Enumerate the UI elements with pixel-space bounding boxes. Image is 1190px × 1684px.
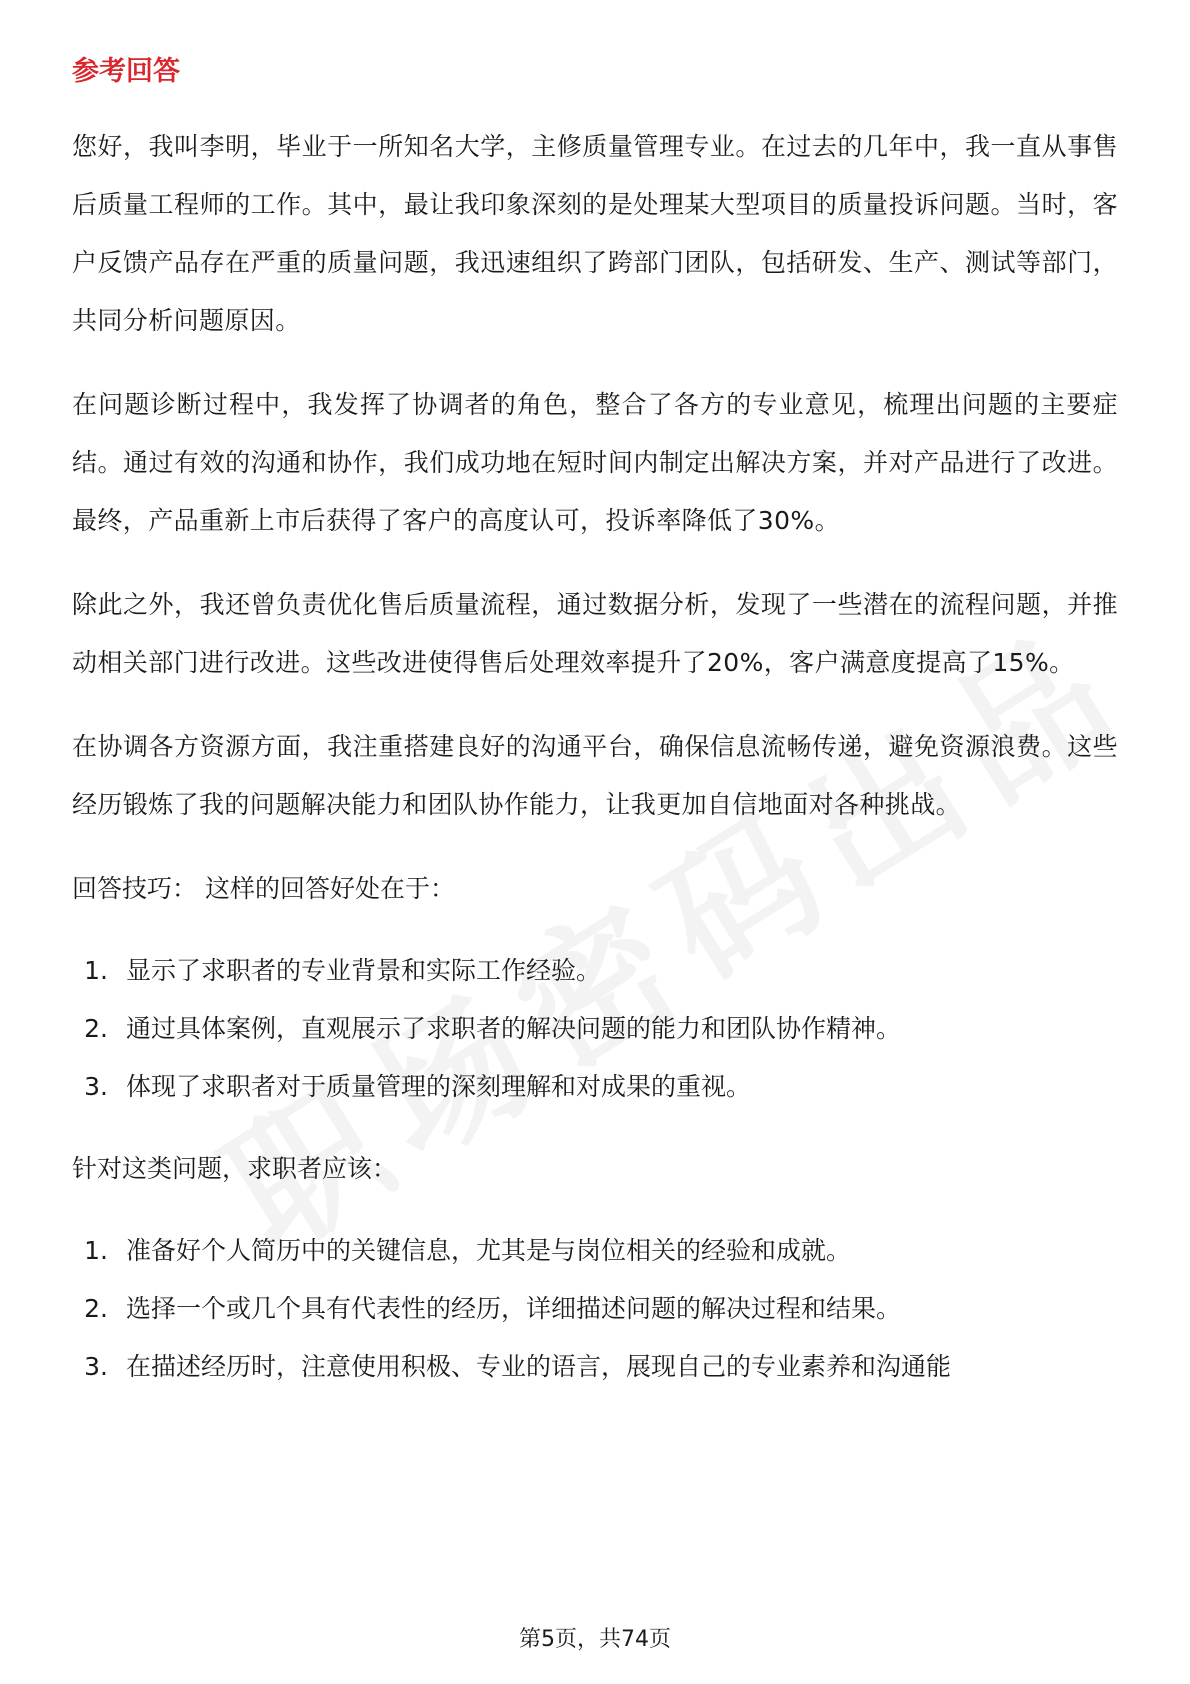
answer-paragraph-3: 除此之外，我还曾负责优化售后质量流程，通过数据分析，发现了一些潜在的流程问题，并推动相关部门进行改进。这些改进使得售后处理效率提升了20%，客户满意度提高了15%。 [72, 590, 1118, 677]
list-item [72, 942, 1118, 1000]
list-item [72, 1000, 1118, 1058]
list-item [72, 1058, 1118, 1116]
advice-list [72, 1222, 1118, 1396]
list-number: 2. [84, 1294, 108, 1323]
list-text: 体现了求职者对于质量管理的深刻理解和对成果的重视。 [126, 1072, 752, 1101]
tips-label: 回答技巧： 这样的回答好处在于： [72, 874, 455, 903]
list-item [72, 1280, 1118, 1338]
answer-paragraph-4: 在协调各方资源方面，我注重搭建良好的沟通平台，确保信息流畅传递，避免资源浪费。这些经历锻炼了我的问题解决能力和团队协作能力，让我更加自信地面对各种挑战。 [72, 732, 1118, 819]
list-text: 在描述经历时，注意使用积极、专业的语言，展现自己的专业素养和沟通能 [126, 1352, 952, 1381]
list-number: 2. [84, 1014, 108, 1043]
list-number: 3. [84, 1072, 108, 1101]
list-number: 1. [84, 956, 108, 985]
list-item [72, 1222, 1118, 1280]
answer-paragraph-2: 在问题诊断过程中，我发挥了协调者的角色，整合了各方的专业意见，梳理出问题的主要症结。通过有效的沟通和协作，我们成功地在短时间内制定出解决方案，并对产品进行了改进。最终，产品重新上市后获得了客户的高度认可，投诉率降低了30%。 [72, 390, 1118, 535]
advice-label: 针对这类问题，求职者应该： [72, 1154, 398, 1183]
list-number: 1. [84, 1236, 108, 1265]
list-text: 显示了求职者的专业背景和实际工作经验。 [126, 956, 602, 985]
list-text: 准备好个人简历中的关键信息，尤其是与岗位相关的经验和成就。 [126, 1236, 852, 1265]
answer-paragraph-1: 您好，我叫李明，毕业于一所知名大学，主修质量管理专业。在过去的几年中，我一直从事售后质量工程师的工作。其中，最让我印象深刻的是处理某大型项目的质量投诉问题。当时，客户反馈产品存在严重的质量问题，我迅速组织了跨部门团队，包括研发、生产、测试等部门，共同分析问题原因。 [72, 132, 1118, 335]
content-area [72, 48, 1118, 1420]
section-title: 参考回答 [72, 56, 180, 87]
list-text: 选择一个或几个具有代表性的经历，详细描述问题的解决过程和结果。 [126, 1294, 902, 1323]
list-text: 通过具体案例，直观展示了求职者的解决问题的能力和团队协作精神。 [126, 1014, 902, 1043]
list-number: 3. [84, 1352, 108, 1381]
tips-list [72, 942, 1118, 1116]
list-item [72, 1338, 1118, 1396]
page-footer: 第5页，共74页 [519, 1627, 671, 1652]
